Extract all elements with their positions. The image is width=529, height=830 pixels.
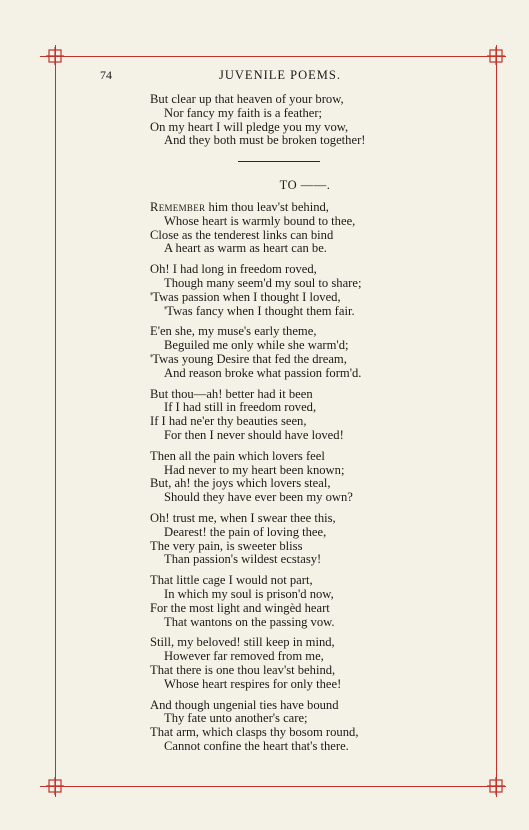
verse-line: Whose heart respires for only thee! [164,676,342,691]
verse-line: In which my soul is prison'd now, [164,586,334,601]
corner-ornament-icon [46,47,64,65]
poem-title: TO ——. [279,178,331,192]
verse-line: That arm, which clasps thy bosom round, [150,725,359,740]
verse-line: Oh! trust me, when I swear thee this, [150,510,336,525]
verse-line: Than passion's wildest ecstasy! [164,552,322,567]
border-right-rule [496,45,497,797]
corner-ornament-icon [46,777,64,795]
corner-ornament-icon [487,777,505,795]
verse-line: But, ah! the joys which lovers steal, [150,476,331,491]
verse-line: But thou—ah! better had it been [150,386,313,401]
corner-ornament-icon [487,47,505,65]
verse-line: The very pain, is sweeter bliss [150,538,303,553]
verse-line: Though many seem'd my soul to share; [164,275,362,290]
stanza [150,450,470,505]
verse-line: Oh! I had long in freedom roved, [150,262,317,277]
verse-line: On my heart I will pledge you my vow, [150,119,349,134]
previous-poem-closing-stanza [150,93,470,148]
verse-line: And reason broke what passion form'd. [164,365,362,380]
verse-line: Still, my beloved! still keep in mind, [150,635,335,650]
verse-line: 'Twas passion when I thought I loved, [150,289,341,304]
verse-line: But clear up that heaven of your brow, [150,92,344,106]
stanza [150,512,470,567]
stanza [150,636,470,691]
verse-line: And they both must be broken together! [164,133,366,148]
verse-line [150,201,470,215]
verse-line: Nor fancy my faith is a feather; [164,105,323,120]
verse-line: Cannot confine the heart that's there. [164,738,349,753]
page-number: 74 [100,68,112,82]
verse-line: Dearest! the pain of loving thee, [164,524,327,539]
border-bottom-rule [40,786,506,787]
verse-line: That wantons on the passing vow. [164,614,335,629]
verse-line: If I had still in freedom roved, [164,400,317,415]
drop-word: Remember [150,200,206,214]
verse-line: Beguiled me only while she warm'd; [164,338,349,353]
verse-line: E'en she, my muse's early theme, [150,324,317,339]
verse-line: Should they have ever been my own? [164,490,353,505]
verse-line: For then I never should have loved! [164,427,344,442]
verse-line: If I had ne'er thy beauties seen, [150,414,307,429]
verse-line: 'Twas young Desire that fed the dream, [150,351,347,366]
verse-line: Had never to my heart been known; [164,462,345,477]
verse-line: 'Twas fancy when I thought them fair. [164,303,355,318]
stanza [150,201,470,256]
verse-line: Thy fate unto another's care; [164,711,308,726]
verse-line: Then all the pain which lovers feel [150,448,325,463]
stanza [150,699,470,754]
running-title: JUVENILE POEMS. [219,68,341,82]
poem-body [150,201,470,754]
running-header [100,68,460,84]
verse-line: A heart as warm as heart can be. [164,241,327,256]
section-divider [238,161,320,162]
stanza [150,263,470,318]
verse-line: That there is one thou leav'st behind, [150,662,336,677]
stanza [150,388,470,443]
stanza [150,574,470,629]
verse-line: That little cage I would not part, [150,573,313,588]
verse-line: However far removed from me, [164,649,324,664]
verse-line-text: him thou leav'st behind, [205,200,329,214]
verse-line: Whose heart is warmly bound to thee, [164,213,356,228]
border-top-rule [40,56,506,57]
stanza [150,325,470,380]
border-left-rule [55,45,56,797]
verse-line: And though ungenial ties have bound [150,697,339,712]
verse-line: Close as the tenderest links can bind [150,227,334,242]
verse-line: For the most light and wingèd heart [150,600,330,615]
